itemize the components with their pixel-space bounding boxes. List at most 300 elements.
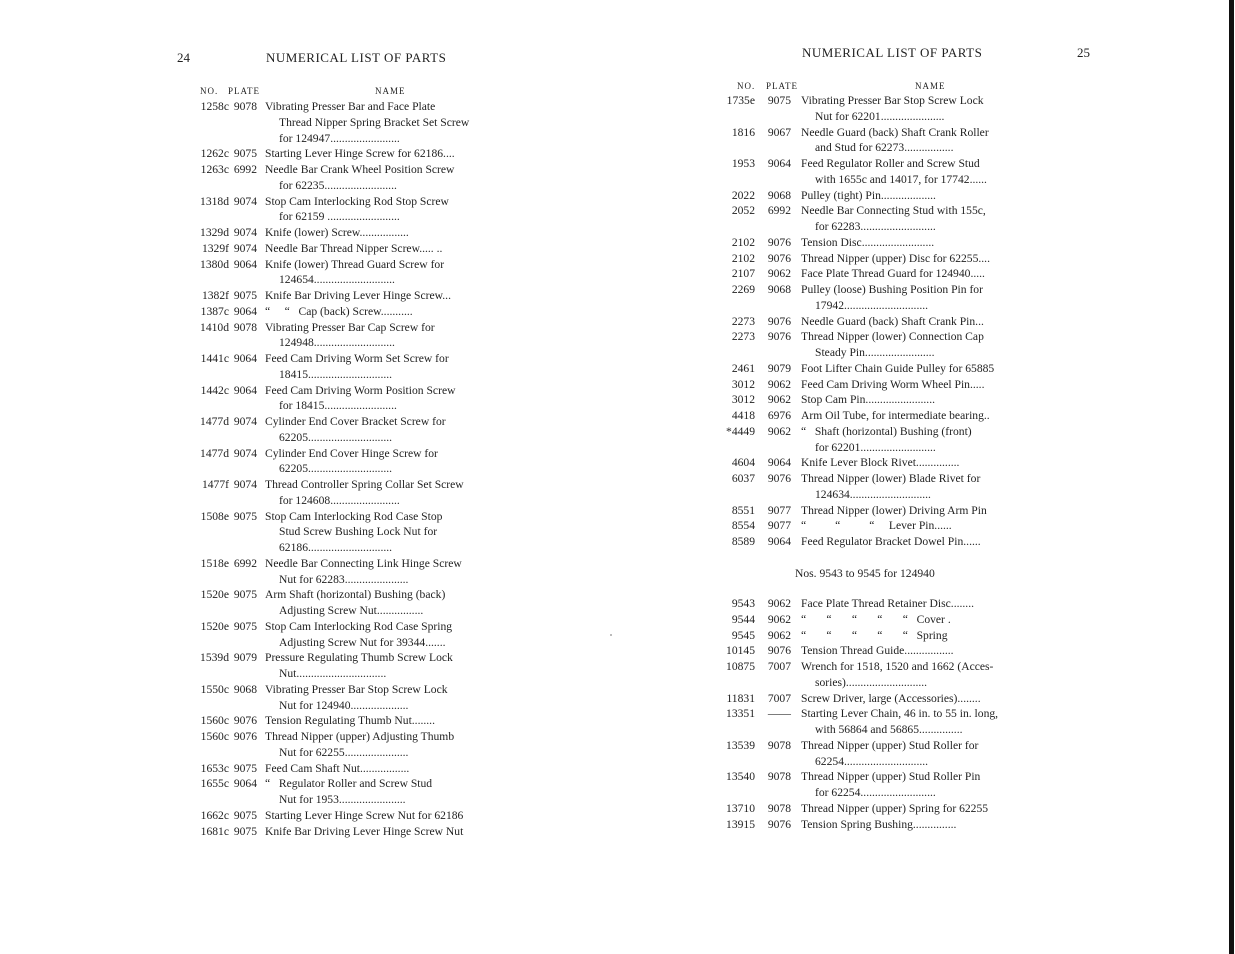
list-item xyxy=(723,455,1045,471)
part-number: 13915 xyxy=(726,817,755,831)
plate-number: 9075 xyxy=(233,824,257,838)
list-item xyxy=(723,596,1045,612)
part-name xyxy=(801,329,1045,361)
part-name xyxy=(801,424,1045,456)
part-number: 1953 xyxy=(731,157,755,170)
part-number: 2052 xyxy=(731,204,755,218)
plate-number: 9077 xyxy=(767,503,791,517)
part-name xyxy=(801,659,1045,691)
plate-number: 9076 xyxy=(767,472,791,485)
part-name xyxy=(801,266,1045,282)
plate-number: 9074 xyxy=(233,241,257,255)
part-name xyxy=(265,162,508,194)
list-item xyxy=(723,392,1045,408)
col-no-left: NO. xyxy=(200,86,219,96)
list-item xyxy=(723,643,1045,659)
plate-number: 9062 xyxy=(767,612,791,626)
plate-number: 9075 xyxy=(233,147,257,161)
part-name-line: 62186............................. xyxy=(279,541,393,554)
part-name xyxy=(801,408,1045,424)
list-item xyxy=(723,534,1045,550)
part-name xyxy=(265,509,508,556)
part-name-line: Vibrating Presser Bar Stop Screw Lock xyxy=(265,682,448,696)
running-head-left: NUMERICAL LIST OF PARTS xyxy=(266,50,447,65)
part-name-line: Thread Nipper (upper) Spring for 62255 xyxy=(801,801,989,815)
list-item xyxy=(723,706,1045,738)
part-number: 1816 xyxy=(731,125,755,139)
plate-number: 9074 xyxy=(233,194,257,208)
part-name-line: Arm Oil Tube, for intermediate bearing.. xyxy=(801,409,990,422)
plate-number: 9076 xyxy=(767,330,791,344)
list-item xyxy=(723,203,1045,235)
part-name xyxy=(801,188,1045,204)
part-name-line: Needle Bar Thread Nipper Screw..... .. xyxy=(265,241,443,255)
part-name xyxy=(801,392,1045,408)
page-edge-shadow xyxy=(1229,0,1234,954)
part-number: 2102 xyxy=(731,235,755,249)
part-name-line: Thread Nipper (upper) Stud Roller Pin xyxy=(801,770,981,784)
list-item xyxy=(723,769,1045,801)
part-name xyxy=(801,534,1045,550)
part-name-line: Thread Nipper (lower) Connection Cap xyxy=(801,330,984,344)
part-number: 4418 xyxy=(731,409,755,422)
col-plate-right: PLATE xyxy=(766,81,798,91)
part-number: 8551 xyxy=(731,503,755,517)
list-item xyxy=(723,282,1045,314)
list-item xyxy=(723,93,1045,125)
part-name-line: Tension Thread Guide................. xyxy=(801,644,954,658)
plate-number: 9075 xyxy=(767,94,791,107)
page-number-left: 24 xyxy=(177,50,190,65)
part-name-line: 62254............................. xyxy=(815,754,929,768)
list-item xyxy=(186,808,508,824)
list-item xyxy=(186,304,508,320)
list-item xyxy=(723,503,1045,519)
list-item xyxy=(723,377,1045,393)
part-number: 1477d xyxy=(200,446,229,460)
part-number: 1329f xyxy=(201,241,229,255)
part-name-line: “ “ “ Lever Pin...... xyxy=(801,519,952,533)
subsection-heading: Nos. 9543 to 9545 for 124940 xyxy=(795,567,935,580)
list-item xyxy=(723,251,1045,267)
plate-number: 6992 xyxy=(233,556,257,570)
part-name-line: Vibrating Presser Bar and Face Plate xyxy=(265,100,436,113)
part-number: 1477f xyxy=(201,478,229,491)
plate-number: 9064 xyxy=(233,352,257,365)
plate-number: 9076 xyxy=(767,314,791,328)
list-item xyxy=(186,587,508,619)
part-name xyxy=(265,776,508,808)
part-name xyxy=(801,801,1045,817)
part-name-line: Thread Controller Spring Collar Set Screw xyxy=(265,478,464,491)
list-item xyxy=(723,408,1045,424)
plate-number: 9064 xyxy=(233,257,257,271)
list-item xyxy=(186,776,508,808)
part-name xyxy=(801,282,1045,314)
part-name xyxy=(265,257,508,289)
part-name xyxy=(265,824,508,840)
plate-number: 9075 xyxy=(233,808,257,822)
part-name-line: “ “ “ “ “ Spring xyxy=(801,628,948,642)
part-name-line: Stop Cam Interlocking Rod Case Stop xyxy=(265,509,443,523)
part-number: 2107 xyxy=(731,267,755,281)
plate-number: 6976 xyxy=(767,409,791,422)
part-number: 1329d xyxy=(200,226,229,239)
parts-sublist-right xyxy=(723,596,1045,832)
part-name xyxy=(265,304,508,320)
part-name-line: Needle Bar Connecting Stud with 155c, xyxy=(801,204,986,218)
plate-number: 9064 xyxy=(233,304,257,318)
part-number: 11831 xyxy=(726,691,755,705)
list-item xyxy=(723,125,1045,157)
part-name-line: 124948............................ xyxy=(279,336,395,350)
part-name xyxy=(801,361,1045,377)
list-item xyxy=(723,314,1045,330)
list-item xyxy=(723,817,1045,833)
part-name-line: “ Shaft (horizontal) Bushing (front) xyxy=(801,424,972,438)
part-name-line: Steady Pin........................ xyxy=(815,346,935,359)
part-name-line: Tension Disc......................... xyxy=(801,235,935,249)
list-item xyxy=(186,241,508,257)
part-name-line: Pulley (tight) Pin................... xyxy=(801,188,936,202)
part-name-line: Nut for 1953....................... xyxy=(279,793,406,806)
part-name xyxy=(265,414,508,446)
list-item xyxy=(723,612,1045,628)
part-name-line: Thread Nipper (upper) Disc for 62255.... xyxy=(801,251,990,265)
part-name-line: 124654............................ xyxy=(279,273,395,287)
plate-number: 9062 xyxy=(767,393,791,407)
plate-number: 9078 xyxy=(767,770,791,784)
list-item xyxy=(723,361,1045,377)
part-name xyxy=(801,596,1045,612)
list-item xyxy=(723,518,1045,534)
part-name-line: Pulley (loose) Bushing Position Pin for xyxy=(801,283,983,296)
part-number: 13539 xyxy=(726,738,755,752)
part-number: 1550c xyxy=(200,682,229,696)
part-name-line: Vibrating Presser Bar Stop Screw Lock xyxy=(801,94,984,107)
part-number: 1380d xyxy=(200,257,229,271)
part-name-line: 18415............................. xyxy=(279,367,393,381)
part-name-line: Cylinder End Cover Bracket Screw for xyxy=(265,415,446,428)
part-number: 1441c xyxy=(200,352,229,365)
list-item xyxy=(723,691,1045,707)
part-number: 1387c xyxy=(200,304,229,318)
part-name-line: Starting Lever Hinge Screw for 62186.... xyxy=(265,147,455,161)
part-number: 1442c xyxy=(200,383,229,397)
part-number: 1518e xyxy=(200,556,229,570)
part-name xyxy=(801,235,1045,251)
part-number: 1560c xyxy=(200,714,229,728)
part-name xyxy=(265,619,508,651)
part-number: 10875 xyxy=(726,660,755,673)
part-name-line: Pressure Regulating Thumb Screw Lock xyxy=(265,651,453,665)
list-item xyxy=(723,329,1045,361)
part-name-line: Thread Nipper Spring Bracket Set Screw xyxy=(279,115,470,129)
part-name-line: for 62159 ......................... xyxy=(279,210,400,224)
part-name xyxy=(265,146,508,162)
plate-number: 9068 xyxy=(233,682,257,696)
list-item xyxy=(186,824,508,840)
part-name-line: Face Plate Thread Retainer Disc........ xyxy=(801,597,974,610)
part-number: 6037 xyxy=(731,472,755,485)
list-item xyxy=(723,628,1045,644)
part-name-line: Feed Cam Driving Worm Set Screw for xyxy=(265,352,449,365)
plate-number: 9074 xyxy=(233,226,257,239)
part-name-line: Stop Cam Pin........................ xyxy=(801,393,935,407)
part-number: 1539d xyxy=(200,651,229,665)
list-item xyxy=(723,424,1045,456)
list-item xyxy=(186,509,508,556)
part-name-line: Stop Cam Interlocking Rod Case Spring xyxy=(265,619,453,633)
part-name xyxy=(265,99,508,146)
part-name-line: Nut............................... xyxy=(279,667,387,680)
part-number: 8589 xyxy=(731,535,755,548)
plate-number: 7007 xyxy=(767,691,791,705)
part-name xyxy=(265,288,508,304)
plate-number: 9078 xyxy=(233,100,257,113)
list-item xyxy=(723,156,1045,188)
part-name-line: Vibrating Presser Bar Cap Screw for xyxy=(265,320,435,334)
list-item xyxy=(186,713,508,729)
part-name xyxy=(265,194,508,226)
plate-number: 9064 xyxy=(767,157,791,170)
part-name-line: “ “ Cap (back) Screw........... xyxy=(265,304,413,318)
part-name xyxy=(801,156,1045,188)
list-item xyxy=(186,729,508,761)
part-number: 1520e xyxy=(200,588,229,602)
list-item xyxy=(723,188,1045,204)
list-item xyxy=(186,414,508,446)
part-name-line: 62205............................. xyxy=(279,462,393,476)
part-name xyxy=(801,612,1045,628)
part-name xyxy=(801,377,1045,393)
part-number: 1735e xyxy=(726,94,755,107)
plate-number: 9064 xyxy=(233,383,257,397)
part-name-line: Thread Nipper (lower) Driving Arm Pin xyxy=(801,503,987,517)
part-number: 1262c xyxy=(200,147,229,161)
list-item xyxy=(186,194,508,226)
part-name xyxy=(265,241,508,257)
part-number: 13351 xyxy=(726,707,755,721)
part-name xyxy=(801,691,1045,707)
part-name-line: Knife Bar Driving Lever Hinge Screw Nut xyxy=(265,824,464,838)
part-name-line: with 1655c and 14017, for 17742...... xyxy=(815,172,987,186)
plate-number: 9076 xyxy=(767,235,791,249)
plate-number: 9078 xyxy=(233,320,257,334)
plate-number: 9068 xyxy=(767,188,791,202)
part-name-line: 17942............................. xyxy=(815,298,929,312)
list-item xyxy=(186,477,508,509)
part-name-line: Knife Bar Driving Lever Hinge Screw... xyxy=(265,289,451,302)
part-number: 1508e xyxy=(200,509,229,523)
part-name-line: Feed Cam Driving Worm Wheel Pin..... xyxy=(801,377,985,391)
list-item xyxy=(723,471,1045,503)
part-number: 1410d xyxy=(200,320,229,334)
running-head-right: NUMERICAL LIST OF PARTS xyxy=(802,45,983,60)
part-name xyxy=(801,628,1045,644)
part-name xyxy=(801,125,1045,157)
part-number: 1258c xyxy=(200,100,229,113)
part-number: 2269 xyxy=(731,283,755,296)
part-number: 1653c xyxy=(200,761,229,775)
part-name-line: for 124608........................ xyxy=(279,493,400,507)
part-number: 1382f xyxy=(201,289,229,302)
list-item xyxy=(186,556,508,588)
part-name xyxy=(265,320,508,352)
list-item xyxy=(186,257,508,289)
part-name xyxy=(265,682,508,714)
part-number: 9543 xyxy=(731,597,755,610)
part-name xyxy=(265,650,508,682)
part-number: 3012 xyxy=(731,377,755,391)
part-number: *4449 xyxy=(726,424,755,438)
part-name-line: with 56864 and 56865............... xyxy=(815,723,963,736)
plate-number: 9068 xyxy=(767,283,791,296)
part-name-line: Tension Spring Bushing............... xyxy=(801,817,957,831)
part-number: 10145 xyxy=(726,644,755,658)
col-plate-left: PLATE xyxy=(228,86,260,96)
part-number: 9544 xyxy=(731,612,755,626)
part-name xyxy=(801,643,1045,659)
list-item xyxy=(186,225,508,241)
part-number: 1520e xyxy=(200,619,229,633)
part-name-line: Needle Guard (back) Shaft Crank Roller xyxy=(801,125,989,139)
part-number: 1477d xyxy=(200,415,229,428)
plate-number: 9078 xyxy=(767,738,791,752)
list-item xyxy=(186,761,508,777)
scan-speck xyxy=(610,634,612,636)
plate-number: 9062 xyxy=(767,424,791,438)
list-item xyxy=(723,266,1045,282)
part-number: 8554 xyxy=(731,519,755,533)
part-name-line: Needle Guard (back) Shaft Crank Pin... xyxy=(801,314,984,328)
part-name xyxy=(265,225,508,241)
part-name xyxy=(265,761,508,777)
part-number: 1655c xyxy=(200,777,229,791)
plate-number: 9062 xyxy=(767,267,791,281)
part-name-line: “ “ “ “ “ Cover . xyxy=(801,612,951,626)
part-name xyxy=(801,203,1045,235)
col-name-right: NAME xyxy=(915,81,946,91)
part-name-line: Nut for 62255...................... xyxy=(279,745,409,759)
plate-number: 9064 xyxy=(767,535,791,548)
plate-number: 9076 xyxy=(767,817,791,831)
part-name xyxy=(265,808,508,824)
part-name xyxy=(801,503,1045,519)
part-number: 2102 xyxy=(731,251,755,265)
part-name-line: Nut for 124940.................... xyxy=(279,698,409,712)
plate-number: 9064 xyxy=(233,777,257,791)
part-name-line: Wrench for 1518, 1520 and 1662 (Acces- xyxy=(801,660,994,673)
part-name xyxy=(801,471,1045,503)
plate-number: 9075 xyxy=(233,509,257,523)
part-name-line: Stud Screw Bushing Lock Nut for xyxy=(279,525,438,539)
part-name-line: for 62254.......................... xyxy=(815,786,936,799)
plate-number: 9075 xyxy=(233,619,257,633)
part-number: 4604 xyxy=(731,456,755,470)
part-name xyxy=(801,455,1045,471)
list-item xyxy=(186,99,508,146)
plate-number: 9075 xyxy=(233,761,257,775)
plate-number: 6992 xyxy=(233,163,257,176)
plate-number: 9075 xyxy=(233,289,257,302)
part-name-line: Feed Regulator Roller and Screw Stud xyxy=(801,157,980,170)
part-name xyxy=(801,817,1045,833)
part-name xyxy=(265,446,508,478)
part-name-line: Nut for 62201...................... xyxy=(815,109,945,123)
part-name-line: Nut for 62283...................... xyxy=(279,572,409,586)
plate-number: 9076 xyxy=(767,251,791,265)
part-name xyxy=(265,383,508,415)
part-name-line: for 62283.......................... xyxy=(815,220,936,233)
part-number: 2022 xyxy=(731,188,755,202)
part-number: 1560c xyxy=(200,730,229,743)
part-name-line: Adjusting Screw Nut for 39344....... xyxy=(279,635,446,649)
list-item xyxy=(186,351,508,383)
list-item xyxy=(186,162,508,194)
part-name-line: for 62235......................... xyxy=(279,178,397,192)
list-item xyxy=(186,383,508,415)
list-item xyxy=(186,650,508,682)
plate-number: 7007 xyxy=(767,660,791,673)
plate-number: 9074 xyxy=(233,478,257,491)
part-name-line: Cylinder End Cover Hinge Screw for xyxy=(265,446,438,460)
plate-number: 9076 xyxy=(233,714,257,728)
plate-number: 6992 xyxy=(767,204,791,218)
part-name-line: Knife (lower) Thread Guard Screw for xyxy=(265,257,445,271)
plate-number: 9076 xyxy=(233,730,257,743)
part-name-line: Starting Lever Chain, 46 in. to 55 in. long, xyxy=(801,707,999,721)
parts-list-left xyxy=(186,99,508,839)
plate-number: 9075 xyxy=(233,588,257,602)
plate-number: 9078 xyxy=(767,801,791,815)
part-name-line: Thread Nipper (upper) Adjusting Thumb xyxy=(265,730,455,743)
part-name-line: 124634............................ xyxy=(815,487,931,501)
part-name xyxy=(801,769,1045,801)
list-item xyxy=(186,146,508,162)
part-name-line: for 18415......................... xyxy=(279,399,397,413)
part-name-line: Face Plate Thread Guard for 124940..... xyxy=(801,267,985,281)
part-name-line: for 62201.......................... xyxy=(815,440,936,454)
plate-number: 9062 xyxy=(767,597,791,610)
page-number-right: 25 xyxy=(1077,45,1090,60)
part-name xyxy=(265,587,508,619)
part-name-line: Tension Regulating Thumb Nut........ xyxy=(265,714,435,728)
part-number: 13710 xyxy=(726,801,755,815)
part-number: 3012 xyxy=(731,393,755,407)
part-name xyxy=(801,93,1045,125)
part-name xyxy=(801,518,1045,534)
plate-number: 9062 xyxy=(767,377,791,391)
part-number: 1263c xyxy=(200,163,229,176)
plate-number: 9067 xyxy=(767,125,791,139)
part-name xyxy=(265,351,508,383)
part-name-line: 62205............................. xyxy=(279,430,393,444)
list-item xyxy=(723,235,1045,251)
part-name xyxy=(801,314,1045,330)
part-name xyxy=(265,713,508,729)
part-name-line: Starting Lever Hinge Screw Nut for 62186 xyxy=(265,808,464,822)
list-item xyxy=(723,801,1045,817)
plate-number: 9074 xyxy=(233,446,257,460)
col-name-left: NAME xyxy=(375,86,406,96)
part-name-line: Needle Bar Connecting Link Hinge Screw xyxy=(265,556,462,570)
part-number: 1662c xyxy=(200,808,229,822)
part-number: 2273 xyxy=(731,330,755,344)
part-name xyxy=(801,738,1045,770)
part-name xyxy=(801,706,1045,738)
part-name-line: Knife (lower) Screw................. xyxy=(265,226,409,239)
